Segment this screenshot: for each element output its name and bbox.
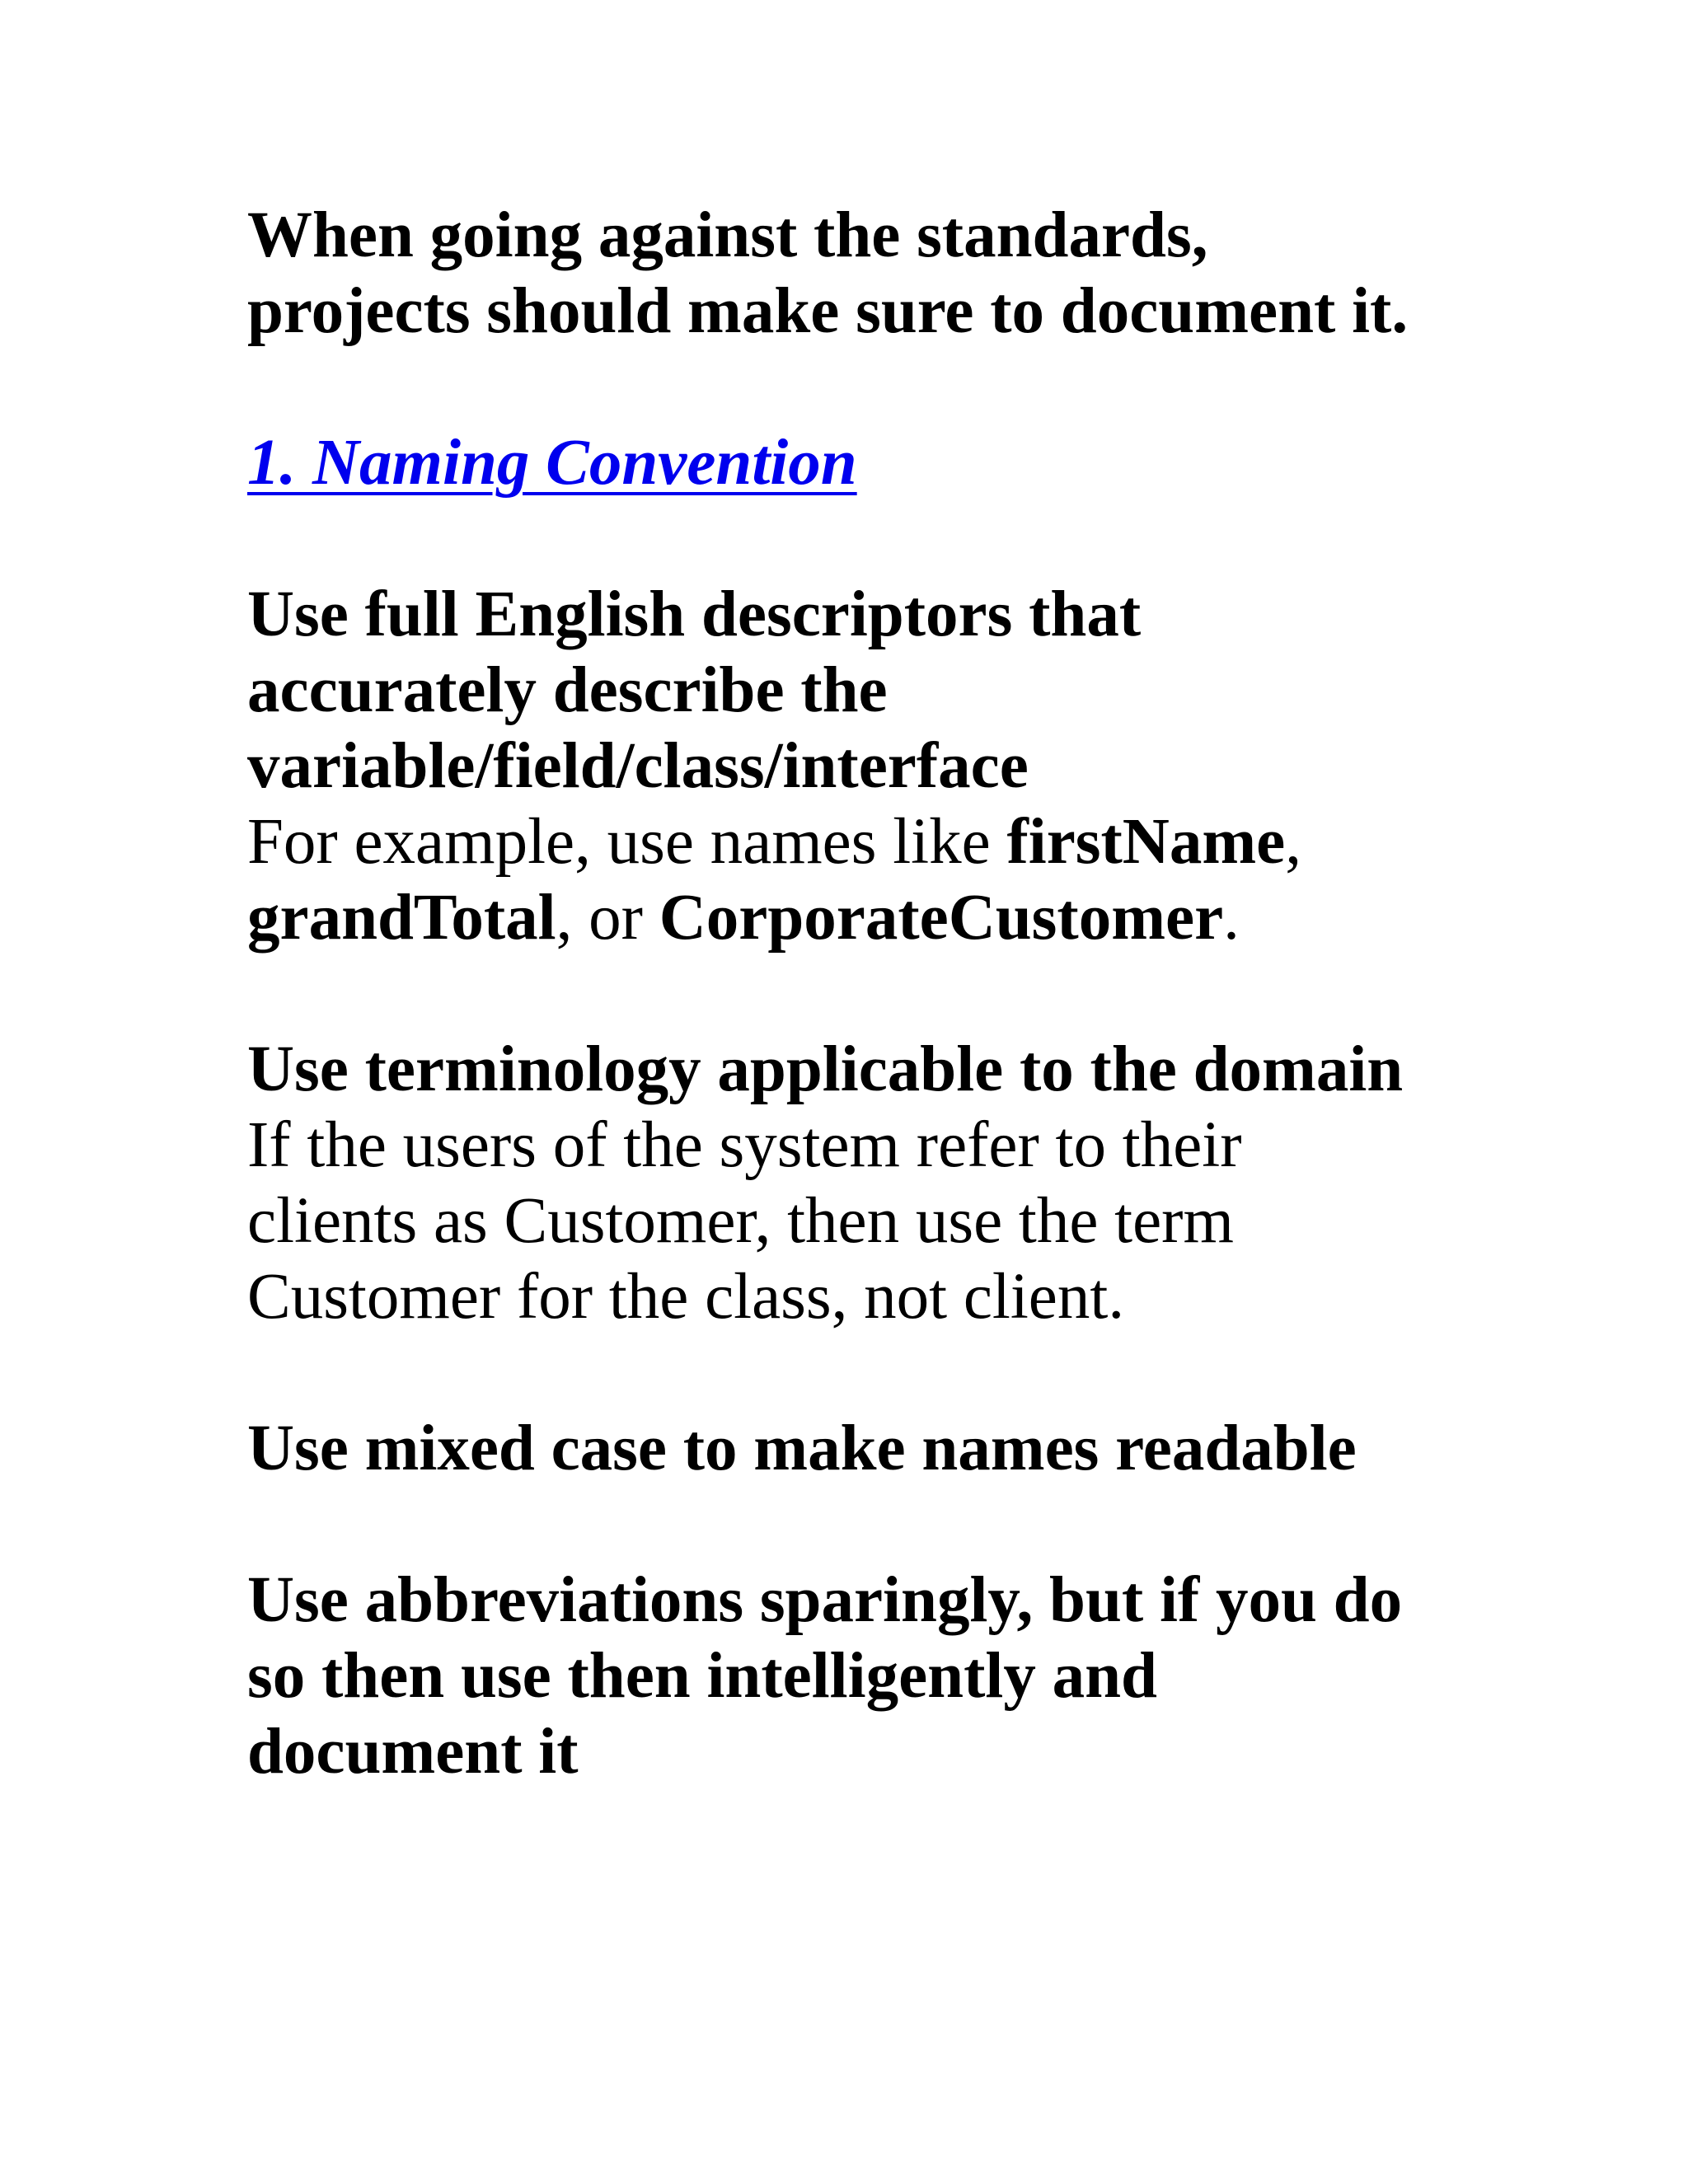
rule1-title-line-3: variable/field/class/interface — [247, 730, 1029, 802]
spacer — [247, 501, 1484, 577]
rule1-example-prefix: For example, use names like — [247, 806, 1007, 878]
rule1-example-line-1 — [247, 804, 1484, 880]
example-name-firstname: firstName — [1006, 806, 1286, 878]
example-name-grandtotal: grandTotal — [247, 882, 556, 954]
rule1-title-line-1: Use full English descriptors that — [247, 579, 1142, 650]
rule2-body-line-2: clients as Customer, then use the term — [247, 1185, 1234, 1257]
rule-full-descriptors — [247, 577, 1484, 956]
spacer — [247, 1487, 1484, 1563]
example-name-corporatecustomer: CorporateCustomer — [659, 882, 1224, 954]
rule4-title-line-2: so then use then intelligently and — [247, 1640, 1157, 1712]
rule-mixed-case — [247, 1411, 1484, 1487]
rule2-body-line-1: If the users of the system refer to their — [247, 1109, 1242, 1181]
rule-domain-terminology — [247, 1032, 1484, 1335]
document-page — [247, 198, 1484, 1790]
spacer — [247, 1335, 1484, 1411]
rule2-title: Use terminology applicable to the domain — [247, 1033, 1404, 1105]
spacer — [247, 349, 1484, 425]
rule4-title-line-1: Use abbreviations sparingly, but if you do — [247, 1564, 1403, 1636]
rule2-body-line-3: Customer for the class, not client. — [247, 1261, 1125, 1333]
naming-convention-link[interactable]: 1. Naming Convention — [247, 427, 857, 499]
section-heading — [247, 425, 1484, 501]
rule-abbreviations — [247, 1563, 1484, 1790]
intro-line-1: When going against the standards, — [247, 199, 1208, 271]
rule4-title-line-3: document it — [247, 1716, 579, 1788]
intro-paragraph — [247, 198, 1484, 349]
rule1-title-line-2: accurately describe the — [247, 654, 888, 726]
spacer — [247, 956, 1484, 1032]
rule1-example-comma: , — [1285, 806, 1301, 878]
rule1-example-or: , or — [556, 882, 659, 954]
intro-line-2: projects should make sure to document it. — [247, 275, 1409, 347]
rule3-title: Use mixed case to make names readable — [247, 1413, 1357, 1484]
rule1-example-end: . — [1223, 882, 1240, 954]
rule1-example-line-2 — [247, 880, 1484, 956]
